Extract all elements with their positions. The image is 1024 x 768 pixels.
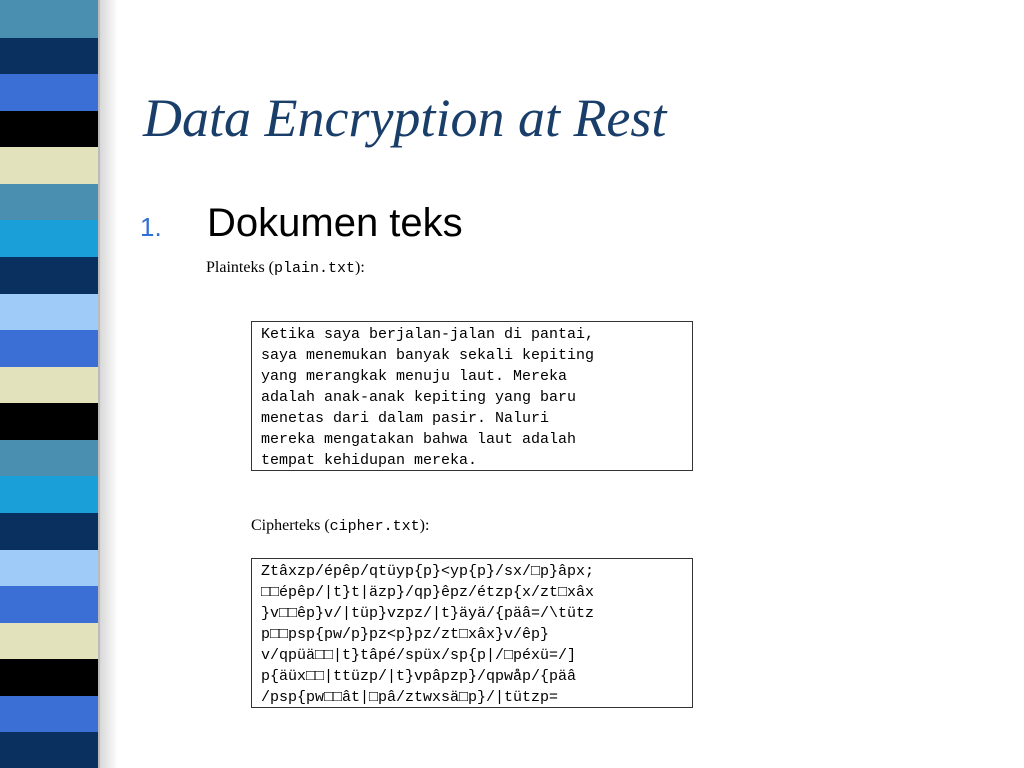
plaintext-line: Ketika saya berjalan-jalan di pantai, — [261, 326, 595, 343]
slide-title: Data Encryption at Rest — [143, 88, 667, 148]
plaintext-line: menetas dari dalam pasir. Naluri — [261, 410, 550, 427]
ciphertext-line: }v□□êp}v/|tüp}vzpz/|t}äyä/{päâ=/\tütz — [261, 605, 595, 622]
ciphertext-line: Ztâxzp/épêp/qtüyp{p}<yp{p}/sx/□p}âpx; — [261, 563, 595, 580]
ciphertext-line: □□épêp/|t}t|äzp}/qp}êpz/étzp{x/zt□xâx — [261, 584, 595, 601]
plaintext-caption-prefix: Plainteks ( — [206, 259, 274, 276]
stripe-band — [0, 183, 98, 221]
stripe-band — [0, 475, 98, 513]
stripe-band — [0, 512, 98, 550]
stripe-band — [0, 622, 98, 660]
ciphertext-line: v/qpüä□□|t}tâpé/spüx/sp{p|/□péxü=/] — [261, 647, 577, 664]
stripe-band — [0, 402, 98, 440]
plaintext-line: adalah anak-anak kepiting yang baru — [261, 389, 577, 406]
ciphertext-caption-suffix: ): — [419, 517, 430, 534]
plaintext-line: tempat kehidupan mereka. — [261, 452, 478, 469]
ciphertext-line: /psp{pw□□ât|□pâ/ztwxsä□p}/|tützp= — [261, 689, 559, 706]
ciphertext-line: p□□psp{pw/p}pz<p}pz/zt□xâx}v/êp} — [261, 626, 550, 643]
stripe-band — [0, 256, 98, 294]
ciphertext-box — [251, 558, 693, 708]
ciphertext-line: p{äüx□□|ttüzp/|t}vpâpzp}/qpwåp/{päâ — [261, 668, 577, 685]
bullet-number: 1. — [140, 212, 162, 242]
plaintext-filename: plain.txt — [274, 260, 356, 277]
plaintext-line: mereka mengatakan bahwa laut adalah — [261, 431, 577, 448]
stripe-band — [0, 219, 98, 257]
stripe-band — [0, 439, 98, 477]
plaintext-line: yang merangkak menuju laut. Mereka — [261, 368, 568, 385]
ciphertext-filename: cipher.txt — [329, 518, 420, 535]
stripe-band — [0, 658, 98, 696]
ciphertext-caption — [251, 516, 429, 537]
stripe-band — [0, 293, 98, 331]
plaintext-line: saya menemukan banyak sekali kepiting — [261, 347, 595, 364]
stripe-band — [0, 0, 98, 38]
stripe-band — [0, 146, 98, 184]
stripe-band — [0, 329, 98, 367]
stripe-band — [0, 73, 98, 111]
stripe-shadow — [100, 0, 118, 768]
stripe-band — [0, 549, 98, 587]
stripe-band — [0, 37, 98, 75]
stripe-band — [0, 366, 98, 404]
stripe-band — [0, 695, 98, 733]
stripe-band — [0, 110, 98, 148]
stripe-band — [0, 585, 98, 623]
decorative-stripe — [0, 0, 118, 768]
ciphertext-caption-prefix: Cipherteks ( — [251, 517, 330, 534]
stripe-band — [0, 731, 98, 768]
plaintext-box — [251, 321, 693, 471]
plaintext-caption-suffix: ): — [355, 259, 365, 276]
plaintext-caption — [206, 258, 365, 279]
bullet-heading: Dokumen teks — [207, 201, 463, 245]
